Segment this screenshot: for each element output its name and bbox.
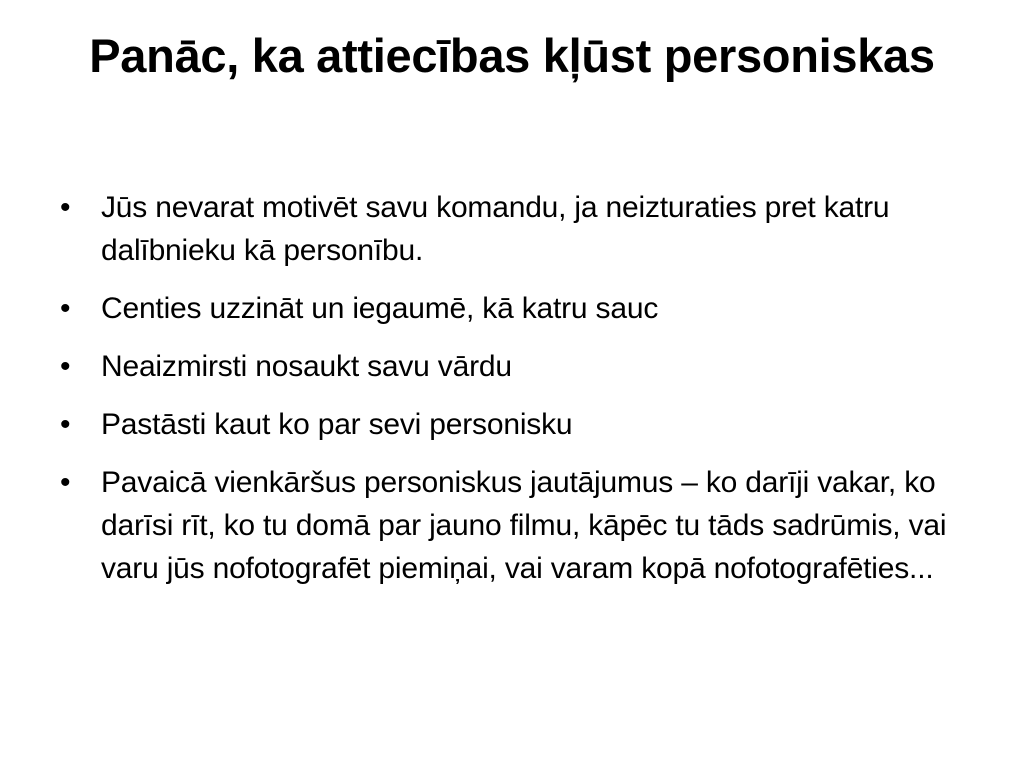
bullet-item (60, 461, 970, 590)
bullet-item (60, 345, 970, 388)
bullet-text: Pavaicā vienkāršus personiskus jautājumus – ko darīji vakar, ko darīsi rīt, ko tu domā par jauno filmu, kāpēc tu tāds sadrūmis, vai varu jūs nofotografēt piemiņai, vai varam kopā nofotografēties... (101, 466, 947, 585)
slide-title: Panāc, ka attiecības kļūst personiskas (89, 29, 935, 82)
bullet-item (60, 287, 970, 330)
bullet-list (60, 186, 970, 605)
bullet-item (60, 403, 970, 446)
bullet-icon: • (60, 292, 71, 325)
bullet-icon: • (60, 191, 71, 224)
bullet-icon: • (60, 408, 71, 441)
bullet-text: Neaizmirsti nosaukt savu vārdu (101, 350, 512, 383)
bullet-icon: • (60, 350, 71, 383)
bullet-text: Centies uzzināt un iegaumē, kā katru sauc (101, 292, 659, 325)
bullet-text: Jūs nevarat motivēt savu komandu, ja neizturaties pret katru dalībnieku kā personību. (101, 191, 890, 267)
bullet-text: Pastāsti kaut ko par sevi personisku (101, 408, 573, 441)
bullet-item (60, 186, 970, 272)
bullet-icon: • (60, 466, 71, 499)
